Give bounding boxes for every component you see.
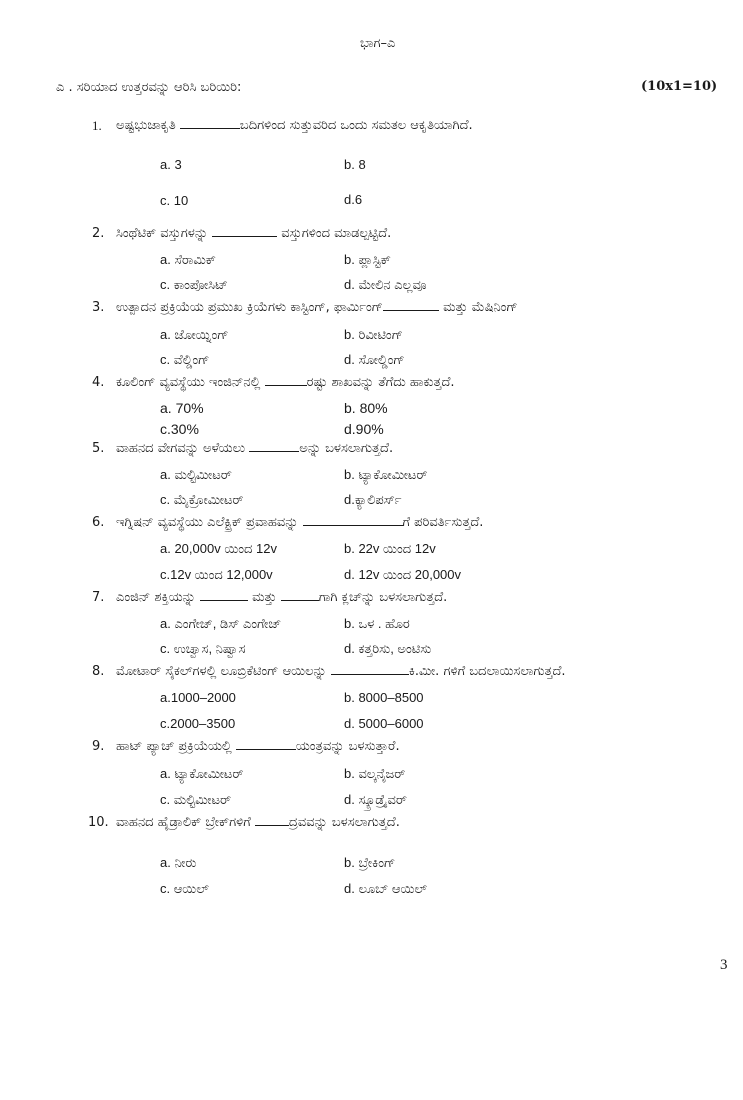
question-text-part: ಅಷ್ಟಭುಜಾಕೃತಿ [116, 118, 176, 133]
option-c: c. ಕಾಂಪೋಸಿಟ್ [160, 277, 228, 292]
question-text-part: ಬದಿಗಳಿಂದ ಸುತ್ತುವರಿದ ಒಂದು ಸಮತಲ ಆಕೃತಿಯಾಗಿದೆ. [239, 118, 473, 133]
option-a: a. 70% [160, 400, 204, 416]
question-text-part: ಉತ್ಪಾದನ ಪ್ರಕ್ರಿಯೆಯ ಪ್ರಮುಖ ಕ್ರಿಯೆಗಳು ಕಾಸ್ಟಿಂಗ್, ಫಾರ್ಮಿಂಗ್ [116, 300, 383, 315]
question-text [116, 590, 447, 605]
question-text-part: ಮತ್ತು [252, 590, 277, 605]
option-d: d. ಮೇಲಿನ ಎಲ್ಲವೂ [344, 277, 427, 292]
question-number: 6. [92, 515, 105, 530]
option-b: b. 8 [344, 157, 366, 172]
answer-blank [249, 441, 299, 452]
answer-blank [200, 590, 248, 601]
option-b: b. 80% [344, 400, 388, 416]
question-text-part: ಕೂಲಿಂಗ್ ವ್ಯವಸ್ಥೆಯು ಇಂಜಿನ್‌ನಲ್ಲಿ [116, 375, 261, 390]
question-text-part: ರಷ್ಟು ಶಾಖವನ್ನು ತೆಗೆದು ಹಾಕುತ್ತದೆ. [306, 375, 455, 390]
option-a: a. ಎಂಗೇಜ್, ಡಿಸ್ ಎಂಗೇಜ್ [160, 616, 282, 631]
option-d: d. 5000–6000 [344, 716, 424, 731]
option-a: a. ಜೋಯ್ನಿಂಗ್ [160, 327, 229, 342]
question-number: 9. [92, 739, 105, 754]
option-c: c.30% [160, 421, 199, 437]
question-text [116, 441, 393, 456]
answer-blank [383, 300, 439, 311]
option-b: b. ವಲ್ಕನೈಜರ್ [344, 766, 406, 781]
part-heading: ಭಾಗ–ಎ [360, 36, 396, 51]
option-c: c. ಮಲ್ಟಿಮೀಟರ್ [160, 792, 232, 807]
question-text [116, 815, 400, 830]
option-a: a. ನೀರು [160, 855, 197, 870]
answer-blank [236, 739, 296, 750]
question-text-part: ಅನ್ನು ಬಳಸಲಾಗುತ್ತದೆ. [299, 441, 394, 456]
option-d: d. ಲೂಬ್ ಆಯಿಲ್ [344, 881, 428, 896]
option-c: c.12v ಯಿಂದ 12,000v [160, 567, 273, 582]
question-text-part: ಗಾಗಿ ಕ್ಲಚ್‌ನ್ನು ಬಳಸಲಾಗುತ್ತದೆ. [318, 590, 448, 605]
option-d: d. ಸೋಲ್ಡಿಂಗ್ [344, 352, 405, 367]
question-number: 5. [92, 441, 105, 456]
option-d: d.ಕ್ಯಾಲಿಪರ್ಸ್ [344, 492, 402, 507]
option-d: d. ಕತ್ತರಿಸು, ಅಂಟಿಸು [344, 641, 432, 656]
question-text-part: ವಾಹನದ ವೇಗವನ್ನು ಅಳೆಯಲು [116, 441, 246, 456]
question-text-part: ದ್ರವವನ್ನು ಬಳಸಲಾಗುತ್ತದೆ. [288, 815, 400, 830]
question-text [116, 226, 391, 241]
option-c: c.2000–3500 [160, 716, 236, 731]
option-d: d. ಸ್ಕ್ರೂಡ್ರೈವರ್ [344, 792, 407, 807]
question-number: 4. [92, 375, 105, 390]
question-text-part: ಕಿ.ಮೀ. ಗಳಿಗೆ ಬದಲಾಯಿಸಲಾಗುತ್ತದೆ. [408, 664, 566, 679]
option-c: c. ಆಯಿಲ್ [160, 881, 209, 896]
option-b: b. ಒಳ . ಹೊರ [344, 616, 410, 631]
option-a: a.1000–2000 [160, 690, 236, 705]
option-b: b. ಬ್ರೇಕಿಂಗ್ [344, 855, 396, 870]
answer-blank [281, 590, 319, 601]
option-d: d.6 [344, 192, 363, 207]
question-text [116, 515, 483, 530]
answer-blank [265, 375, 307, 386]
question-number: 10. [88, 815, 109, 830]
question-number: 2. [92, 226, 105, 241]
question-number: 7. [92, 590, 105, 605]
question-text-part: ಎಂಜಿನ್ ಶಕ್ತಿಯನ್ನು [116, 590, 196, 605]
answer-blank [331, 664, 409, 675]
option-b: b. ಪ್ಲಾಸ್ಟಿಕ್ [344, 252, 391, 267]
question-text [116, 375, 455, 390]
option-b: b. ರಿವೀಟಿಂಗ್ [344, 327, 403, 342]
option-b: b. 8000–8500 [344, 690, 424, 705]
section-marks: (10x1=10) [641, 79, 718, 94]
option-c: c. 10 [160, 193, 189, 208]
answer-blank [180, 118, 240, 129]
question-text [116, 664, 566, 679]
question-number: 1. [92, 118, 102, 133]
question-text [116, 300, 518, 315]
option-a: a. 20,000v ಯಿಂದ 12v [160, 541, 278, 556]
question-text-part: ವಾಹನದ ಹೈಡ್ರಾಲಿಕ್ ಬ್ರೇಕ್‌ಗಳಿಗೆ [116, 815, 251, 830]
answer-blank [212, 226, 277, 237]
option-b: b. ಟ್ಯಾಕೋಮೀಟರ್ [344, 467, 428, 482]
question-text-part: ಸಿಂಥೆಟಿಕ್ ವಸ್ತುಗಳನ್ನು [116, 226, 208, 241]
option-a: a. ಟ್ಯಾಕೋಮೀಟರ್ [160, 766, 244, 781]
question-text-part: ಯಂತ್ರವನ್ನು ಬಳಸುತ್ತಾರೆ. [295, 739, 400, 754]
option-a: a. ಮಲ್ಟಿಮೀಟರ್ [160, 467, 232, 482]
question-number: 3. [92, 300, 105, 315]
option-a: a. ಸೆರಾಮಿಕ್ [160, 252, 216, 267]
answer-blank [255, 815, 289, 826]
question-text-part: ಮತ್ತು ಮೆಷಿನಿಂಗ್ [443, 300, 518, 315]
option-a: a. 3 [160, 157, 182, 172]
question-text-part: ಇಗ್ನಿಷನ್ ವ್ಯವಸ್ಥೆಯು ಎಲೆಕ್ಟ್ರಿಕ್ ಪ್ರವಾಹವನ್ನು [116, 515, 299, 530]
option-c: c. ಮೈಕ್ರೋಮೀಟರ್ [160, 492, 244, 507]
question-number: 8. [92, 664, 105, 679]
question-text-part: ಹಾಟ್ ಪ್ಯಾಚ್ ಪ್ರಕ್ರಿಯೆಯಲ್ಲಿ [116, 739, 232, 754]
question-text-part: ವಸ್ತುಗಳಿಂದ ಮಾಡಲ್ಪಟ್ಟಿದೆ. [281, 226, 392, 241]
question-text [116, 118, 473, 133]
question-text-part: ಮೋಟಾರ್ ಸೈಕಲ್‌ಗಳಲ್ಲಿ ಲೂಬ್ರಿಕೆಟಿಂಗ್ ಆಯಿಲನ್ನು [116, 664, 327, 679]
section-title: ಎ . ಸರಿಯಾದ ಉತ್ತರವನ್ನು ಆರಿಸಿ ಬರಿಯಿರಿ: [56, 80, 242, 95]
option-c: c. ಉಚ್ವಾಸ, ನಿಷ್ವಾಸ [160, 641, 246, 656]
option-c: c. ವೆಲ್ಡಿಂಗ್ [160, 352, 210, 367]
question-text [116, 739, 400, 754]
question-text-part: ಗೆ ಪರಿವರ್ತಿಸುತ್ತದೆ. [402, 515, 484, 530]
option-b: b. 22v ಯಿಂದ 12v [344, 541, 436, 556]
option-d: d.90% [344, 421, 384, 437]
option-d: d. 12v ಯಿಂದ 20,000v [344, 567, 462, 582]
answer-blank [303, 515, 403, 526]
page-number: 3 [720, 957, 728, 973]
